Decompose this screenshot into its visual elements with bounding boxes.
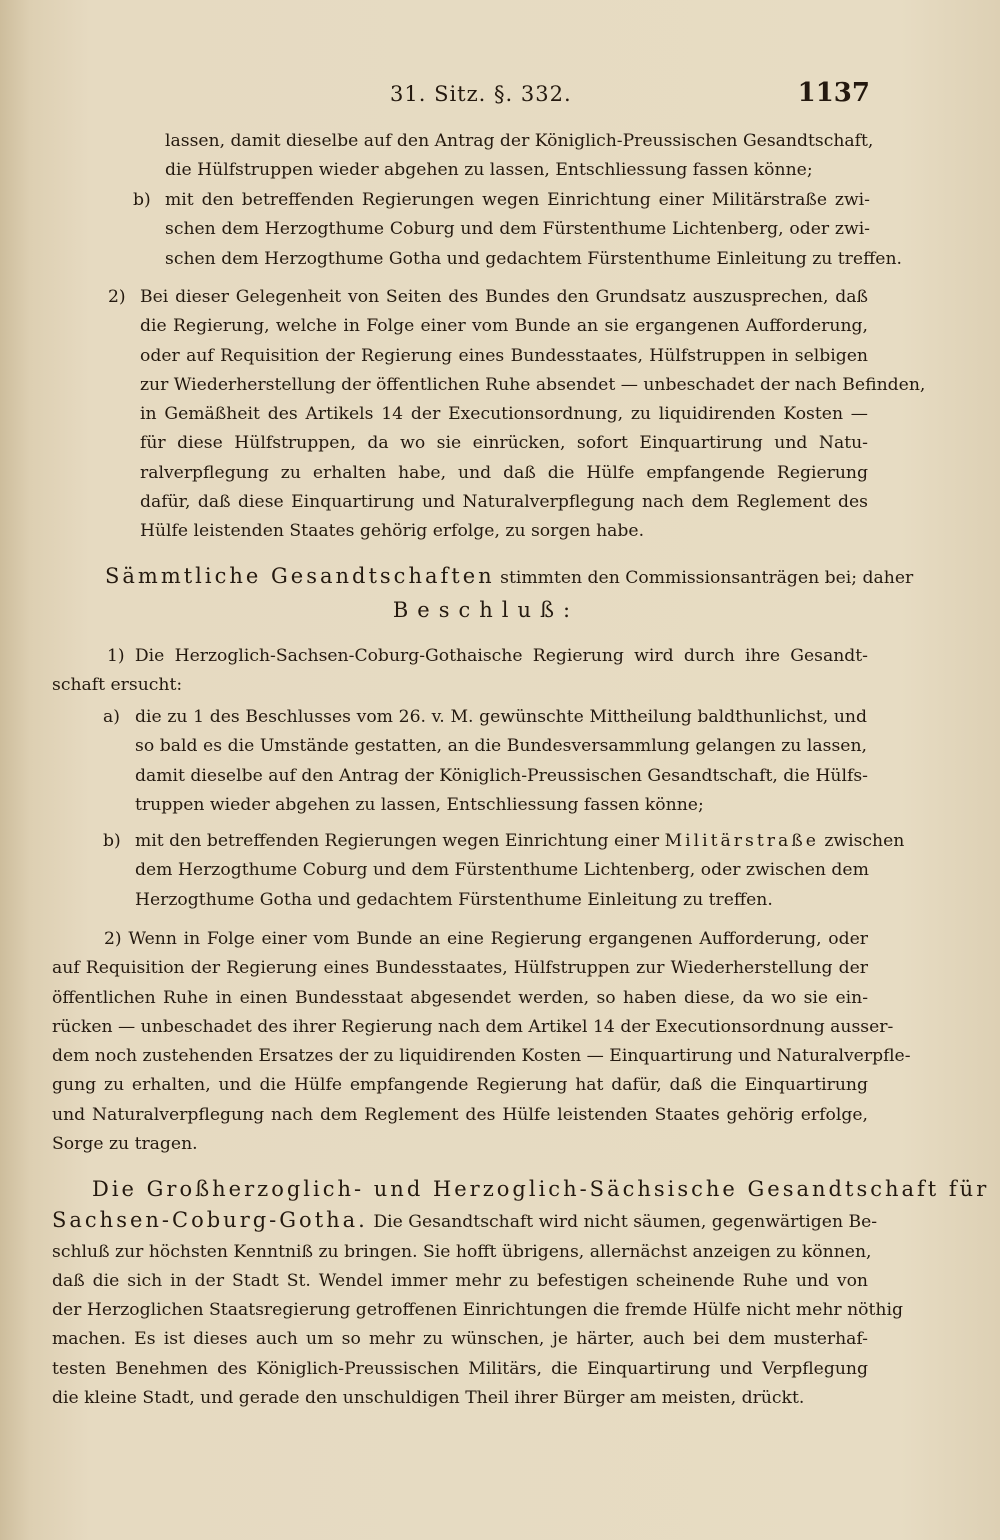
text-line: schaft ersucht: bbox=[52, 675, 183, 696]
text-line: oder auf Requisition der Regierung eines Bundesstaates, Hülfstruppen in selbigen bbox=[140, 345, 868, 366]
text-line: dem Herzogthume Coburg und dem Fürstenthume Lichtenberg, oder zwischen dem bbox=[135, 860, 869, 881]
text-fragment: Die Gesandtschaft wird nicht säumen, gegenwärtigen Be- bbox=[373, 1212, 878, 1233]
text-line: die Regierung, welche in Folge einer vom Bunde an sie ergangenen Aufforderung, bbox=[140, 316, 868, 337]
text-line: 2) Wenn in Folge einer vom Bunde an eine Regierung ergangenen Aufforderung, oder bbox=[104, 929, 868, 949]
text-line: die kleine Stadt, und gerade den unschuldigen Theil ihrer Bürger am meisten, drückt. bbox=[52, 1388, 805, 1409]
resolution-heading bbox=[105, 596, 867, 627]
running-head: 31. Sitz. §. 332. bbox=[390, 82, 572, 106]
declaration bbox=[52, 1175, 990, 1413]
resolution-title: Beschluß: bbox=[392, 598, 580, 622]
text-line: dem noch zustehenden Ersatzes der zu liquidirenden Kosten — Einquartirung und Naturalverpfle- bbox=[52, 1046, 911, 1067]
text-line: daß die sich in der Stadt St. Wendel immer mehr zu befestigen scheinende Ruhe und von bbox=[52, 1270, 868, 1291]
text-line: der Herzoglichen Staatsregierung getroffenen Einrichtungen die fremde Hülfe nicht mehr nöthig bbox=[52, 1300, 903, 1321]
text-line: und Naturalverpflegung nach dem Reglement des Hülfe leistenden Staates gehörig erfolge, bbox=[52, 1104, 868, 1125]
text-line: Herzogthume Gotha und gedachtem Fürstenthume Einleitung zu treffen. bbox=[135, 889, 773, 910]
resolution-1 bbox=[52, 642, 868, 701]
vote-subject: Sämmtliche Gesandtschaften bbox=[105, 564, 495, 588]
proposal-1a-continuation bbox=[165, 127, 874, 186]
text-line: die zu 1 des Beschlusses vom 26. v. M. gewünschte Mittheilung baldthunlichst, und bbox=[135, 707, 867, 727]
text-line: machen. Es ist dieses auch um so mehr zu wünschen, je härter, auch bei dem musterhaf- bbox=[52, 1329, 868, 1350]
text-line: auf Requisition der Regierung eines Bundesstaates, Hülfstruppen zur Wiederherstellung der bbox=[52, 958, 868, 979]
text-line: testen Benehmen des Königlich-Preussischen Militärs, die Einquartirung und Verpflegung bbox=[52, 1358, 868, 1379]
text-line: schluß zur höchsten Kenntniß zu bringen. Sie hofft übrigens, allernächst anzeigen zu können, bbox=[52, 1241, 872, 1262]
vote-statement bbox=[105, 562, 914, 593]
text-line: Hülfe leistenden Staates gehörig erfolge, zu sorgen habe. bbox=[140, 521, 645, 542]
declaration-state: Sachsen-Coburg-Gotha. bbox=[52, 1208, 368, 1233]
text-line: dafür, daß diese Einquartirung und Naturalverpflegung nach dem Reglement des bbox=[140, 492, 868, 513]
text-line: lassen, damit dieselbe auf den Antrag der Königlich-Preussischen Gesandtschaft, bbox=[165, 131, 874, 151]
proposal-1b-label: b) bbox=[133, 190, 151, 210]
resolution-2 bbox=[52, 925, 911, 1159]
page-header bbox=[0, 78, 1000, 116]
text-line: gung zu erhalten, und die Hülfe empfangende Regierung hat dafür, daß die Einquartirung bbox=[52, 1075, 868, 1096]
text-line: so bald es die Umstände gestatten, an die Bundesversammlung gelangen zu lassen, bbox=[135, 736, 867, 757]
page-number: 1137 bbox=[797, 78, 870, 108]
text-line: Sorge zu tragen. bbox=[52, 1134, 198, 1155]
text-line: für diese Hülfstruppen, da wo sie einrücken, sofort Einquartirung und Natu- bbox=[140, 433, 868, 454]
resolution-1b bbox=[135, 827, 905, 915]
text-line: Bei dieser Gelegenheit von Seiten des Bundes den Grundsatz auszusprechen, daß bbox=[140, 287, 868, 307]
vote-text: stimmten den Commissionsanträgen bei; daher bbox=[500, 568, 914, 588]
text-line: 1) Die Herzoglich-Sachsen-Coburg-Gothaische Regierung wird durch ihre Gesandt- bbox=[107, 646, 868, 666]
text-line: damit dieselbe auf den Antrag der Königlich-Preussischen Gesandtschaft, die Hülfs- bbox=[135, 765, 868, 786]
text-line: die Hülfstruppen wieder abgehen zu lassen, Entschliessung fassen könne; bbox=[165, 160, 813, 181]
text-fragment: mit den betreffenden Regierungen wegen Einrichtung einer bbox=[135, 831, 660, 851]
resolution-1a bbox=[135, 703, 867, 820]
text-line: schen dem Herzogthume Coburg und dem Fürstenthume Lichtenberg, oder zwi- bbox=[165, 219, 870, 240]
resolution-1a-label: a) bbox=[103, 707, 120, 727]
emphasis-term: Militärstraße bbox=[664, 831, 819, 851]
text-line: mit den betreffenden Regierungen wegen Einrichtung einer Militärstraße zwi- bbox=[165, 190, 870, 210]
text-line: zur Wiederherstellung der öffentlichen Ruhe absendet — unbeschadet der nach Befinden, bbox=[140, 374, 926, 395]
text-line: öffentlichen Ruhe in einen Bundesstaat abgesendet werden, so haben diese, da wo sie ein- bbox=[52, 987, 868, 1008]
text-line: schen dem Herzogthume Gotha und gedachtem Fürstenthume Einleitung zu treffen. bbox=[165, 248, 902, 269]
proposal-1b bbox=[165, 186, 902, 274]
text-line: rücken — unbeschadet des ihrer Regierung nach dem Artikel 14 der Executionsordnung ausser- bbox=[52, 1016, 894, 1037]
resolution-1b-label: b) bbox=[103, 831, 121, 851]
text-line: ralverpflegung zu erhalten habe, und daß die Hülfe empfangende Regierung bbox=[140, 462, 868, 483]
text-fragment: zwischen bbox=[824, 831, 905, 851]
proposal-2-label: 2) bbox=[108, 287, 126, 307]
text-line: in Gemäßheit des Artikels 14 der Executionsordnung, zu liquidirenden Kosten — bbox=[140, 404, 868, 425]
declaration-heading: Die Großherzoglich- und Herzoglich-Sächsische Gesandtschaft für bbox=[92, 1177, 990, 1201]
proposal-2 bbox=[140, 283, 926, 547]
text-line: truppen wieder abgehen zu lassen, Entschliessung fassen könne; bbox=[135, 794, 704, 815]
